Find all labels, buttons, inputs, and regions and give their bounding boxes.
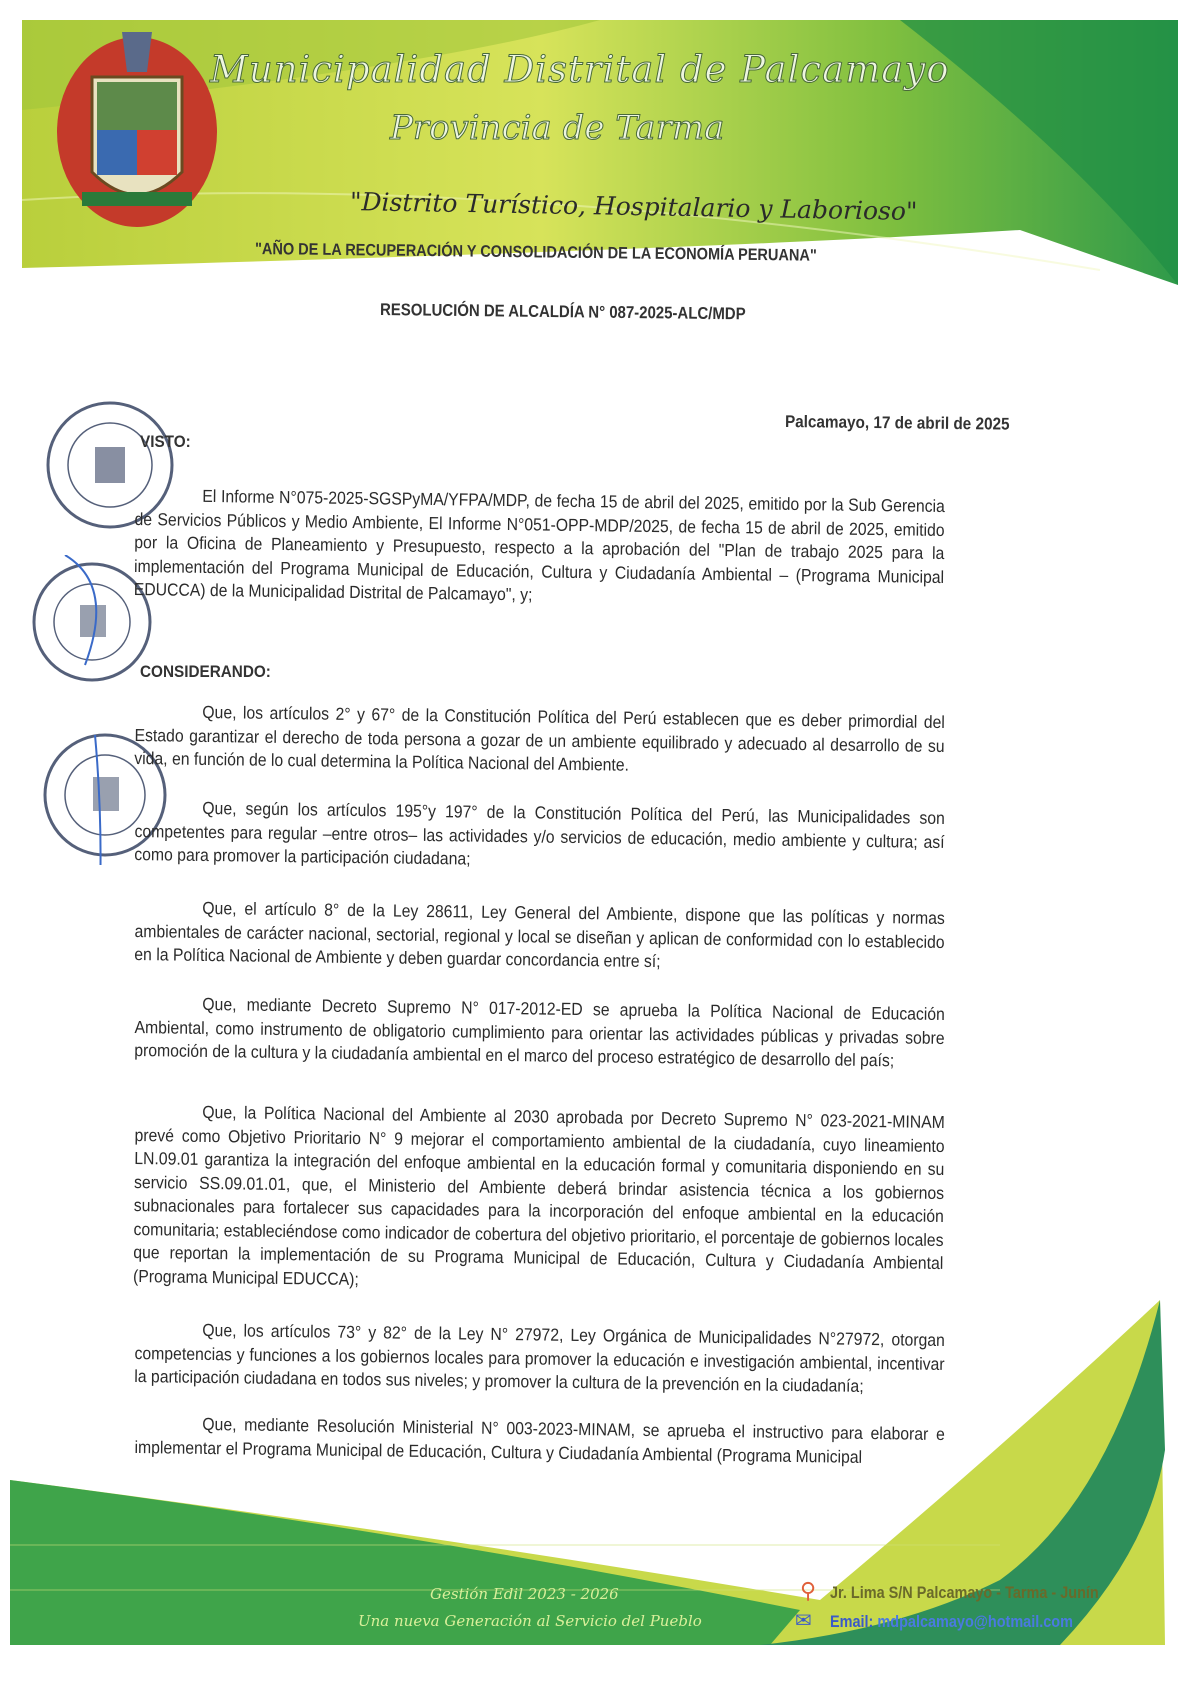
considerando-paragraph: Que, según los artículos 195°y 197° de la Constitución Política del Perú, las Municipalidades son competentes para regular –entre otros– las actividades y/o servicios de educación, medio ambiente y cultura; así como para promover la participación ciudadana;: [134, 797, 945, 869]
considerando-heading: CONSIDERANDO:: [140, 662, 271, 681]
header-title-province: Provincia de Tarma: [390, 108, 725, 148]
email-label: Email:: [830, 1612, 874, 1631]
place-date: Palcamayo, 17 de abril de 2025: [784, 412, 1010, 434]
considerando-paragraph: Que, mediante Decreto Supremo N° 017-2012-ED se aprueba la Política Nacional de Educación Ambiental, como instrumento de obligatorio cumplimiento para orientar las actividades públicas y privadas sobre promoción de la cultura y la ciudadanía ambiental en el marco del proceso estratégico de desarrollo del país;: [134, 993, 945, 1071]
considerando-paragraph: Que, mediante Resolución Ministerial N° 003-2023-MINAM, se aprueba el instructivo para elaborar e implementar el Programa Municipal de Educación, Cultura y Ciudadanía Ambiental (Programa Municipal: [134, 1413, 945, 1467]
mail-icon: ✉: [795, 1610, 812, 1632]
header-title-municipality: Municipalidad Distrital de Palcamayo: [210, 48, 950, 91]
header-motto: "Distrito Turístico, Hospitalario y Laborioso": [349, 187, 918, 226]
considerando-paragraph: Que, los artículos 73° y 82° de la Ley N° 27972, Ley Orgánica de Municipalidades N°27972, otorgan competencias y funciones a los gobiernos locales para promover la educación e investigación ambiental, incentivar la participación ciudadana en todos sus niveles; y promover la cultura de la prevención en la ciudadanía;: [134, 1319, 945, 1396]
visto-paragraph: El Informe N°075-2025-SGSPyMA/YFPA/MDP, de fecha 15 de abril del 2025, emitido por la Sub Gerencia de Servicios Públicos y Medio Ambiente, El Informe N°051-OPP-MDP/2025, de fecha 15 de abril de 2025, emitido por la Oficina de Planeamiento y Presupuesto, respecto a la aprobación del "Plan de trabajo 2025 para la implementación del Programa Municipal de Educación, Cultura y Ciudadanía Ambiental – (Programa Municipal EDUCCA) de la Municipalidad Distrital de Palcamayo", y;: [133, 485, 945, 605]
considerando-paragraph: Que, el artículo 8° de la Ley 28611, Ley General del Ambiente, dispone que las políticas y normas ambientales de carácter nacional, sectorial, regional y local se diseñan y aplican de conformidad con lo establecido en la Política Nacional de Ambiente y deben guardar concordancia entre sí;: [134, 897, 945, 972]
footer-email[interactable]: [830, 1612, 1073, 1632]
location-pin-icon: ⚲: [800, 1578, 817, 1603]
considerando-paragraph: Que, la Política Nacional del Ambiente al 2030 aprobada por Decreto Supremo N° 023-2021-MINAM prevé como Objetivo Prioritario N° 9 mejorar el comportamiento ambiental de la ciudadanía, cuyo lineamiento LN.09.01 garantiza la integración del enfoque ambiental en la educación formal y comunitaria disponiendo en su servicio SS.09.01.01, que, el Ministerio del Ambiente deberá brindar asistencia técnica a los gobiernos subnacionales para fortalecer sus capacidades para la incorporación del enfoque ambiental en la educación comunitaria; estableciéndose como indicador de cobertura del objetivo prioritario, el porcentaje de gobiernos locales que reportan la implementación de su Programa Municipal de Educación, Cultura y Ciudadanía Ambiental (Programa Municipal EDUCCA);: [132, 1101, 945, 1289]
resolution-number: RESOLUCIÓN DE ALCALDÍA N° 087-2025-ALC/MDP: [379, 300, 746, 324]
footer-slogan: Una nueva Generación al Servicio del Pueblo: [358, 1612, 702, 1630]
footer-address: Jr. Lima S/N Palcamayo - Tarma - Junín: [830, 1583, 1099, 1602]
footer-management: Gestión Edil 2023 - 2026: [430, 1585, 619, 1603]
considerando-paragraph: Que, los artículos 2° y 67° de la Constitución Política del Perú establecen que es deber primordial del Estado garantizar el derecho de toda persona a gozar de un ambiente equilibrado y adecuado al desarrollo de su vida, en función de lo cual determina la Política Nacional del Ambiente.: [134, 701, 945, 775]
year-name: "AÑO DE LA RECUPERACIÓN Y CONSOLIDACIÓN DE LA ECONOMÍA PERUANA": [254, 240, 817, 265]
email-value[interactable]: mdpalcamayo@hotmail.com: [877, 1612, 1073, 1631]
municipal-crest-icon: [52, 22, 222, 232]
visto-heading: VISTO:: [140, 432, 191, 451]
